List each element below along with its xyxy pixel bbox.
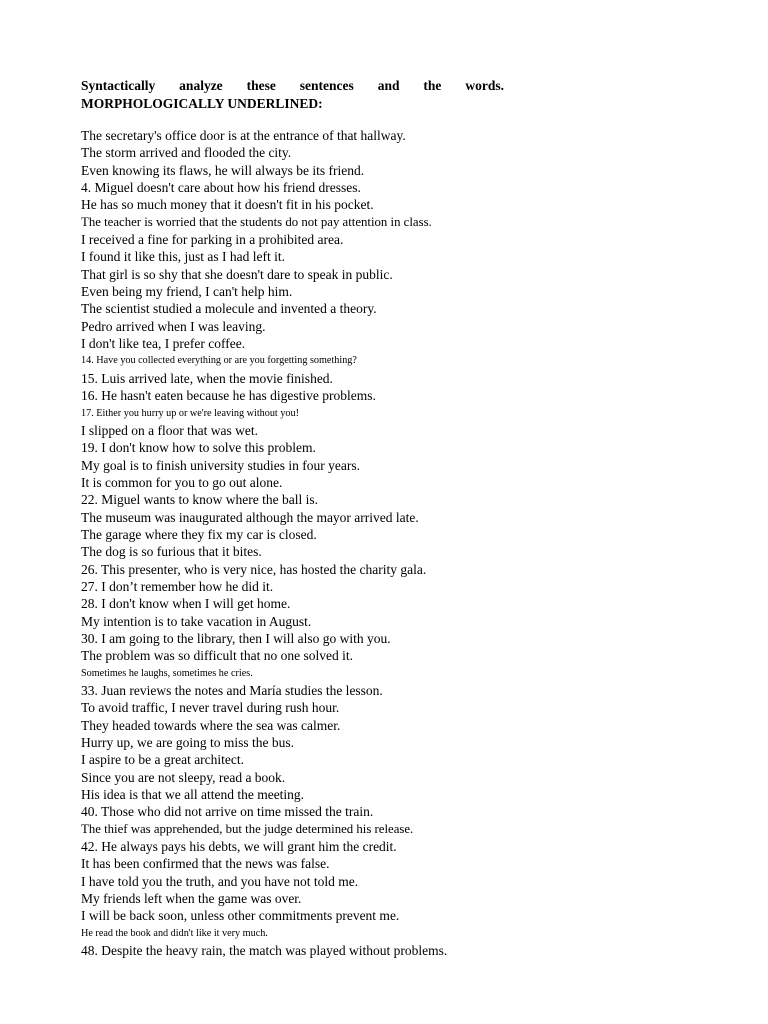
sentence-line: I slipped on a floor that was wet.	[81, 422, 258, 438]
sentence-line: Hurry up, we are going to miss the bus.	[81, 735, 294, 751]
sentence-line: The scientist studied a molecule and invented a theory.	[81, 301, 377, 317]
sentence-line: I received a fine for parking in a prohibited area.	[81, 232, 344, 248]
sentence-line: 26. This presenter, who is very nice, has hosted the charity gala.	[81, 561, 427, 577]
worksheet-title: Syntactically analyze these sentences and the words.	[81, 78, 504, 93]
sentence-line: The dog is so furious that it bites.	[81, 544, 262, 560]
sentence-line: 30. I am going to the library, then I will also go with you.	[81, 630, 391, 646]
sentence-line: The teacher is worried that the students do not pay attention in class.	[81, 214, 432, 229]
sentence-line: The secretary's office door is at the entrance of that hallway.	[81, 128, 406, 143]
sentence-line: 15. Luis arrived late, when the movie finished.	[81, 370, 333, 386]
sentence-line: It has been confirmed that the news was false.	[81, 856, 330, 872]
sentence-line: The garage where they fix my car is closed.	[81, 526, 317, 542]
sentence-line: Pedro arrived when I was leaving.	[81, 318, 266, 334]
sentence-line: 42. He always pays his debts, we will grant him the credit.	[81, 839, 397, 855]
sentence-line: 27. I don’t remember how he did it.	[81, 578, 274, 594]
sentence-line: 14. Have you collected everything or are you forgetting something?	[81, 355, 357, 367]
sentence-line: He read the book and didn't like it very much.	[81, 927, 268, 939]
sentence-line: 16. He hasn't eaten because he has digestive problems.	[81, 388, 376, 404]
sentence-line: 28. I don't know when I will get home.	[81, 596, 291, 612]
sentence-line: I have told you the truth, and you have not told me.	[81, 873, 359, 889]
sentence-line: The storm arrived and flooded the city.	[81, 145, 292, 161]
sentence-line: That girl is so shy that she doesn't dare to speak in public.	[81, 266, 393, 282]
sentence-line: 22. Miguel wants to know where the ball is.	[81, 492, 318, 508]
sentence-line: It is common for you to go out alone.	[81, 474, 283, 490]
sentence-line: My intention is to take vacation in August.	[81, 613, 312, 629]
sentence-line: 17. Either you hurry up or we're leaving without you!	[81, 407, 299, 419]
sentence-line: I don't like tea, I prefer coffee.	[81, 336, 246, 352]
sentence-line: They headed towards where the sea was calmer.	[81, 717, 341, 733]
sentence-line: Since you are not sleepy, read a book.	[81, 769, 286, 785]
sentence-line: The museum was inaugurated although the mayor arrived late.	[81, 509, 419, 525]
sentence-line: 4. Miguel doesn't care about how his friend dresses.	[81, 180, 361, 196]
sentence-line: His idea is that we all attend the meeting.	[81, 787, 305, 803]
sentence-line: I aspire to be a great architect.	[81, 752, 245, 768]
sentence-line: My friends left when the game was over.	[81, 891, 302, 907]
worksheet-subtitle: MORPHOLOGICALLY UNDERLINED:	[81, 96, 323, 111]
sentence-line: The problem was so difficult that no one solved it.	[81, 648, 353, 664]
sentence-line: I found it like this, just as I had left it.	[81, 249, 285, 265]
sentence-line: Even being my friend, I can't help him.	[81, 284, 293, 300]
sentence-line: My goal is to finish university studies in four years.	[81, 457, 360, 473]
sentence-line: I will be back soon, unless other commitments prevent me.	[81, 908, 400, 924]
sentence-line: Sometimes he laughs, sometimes he cries.	[81, 667, 253, 679]
sentence-line: To avoid traffic, I never travel during rush hour.	[81, 700, 340, 716]
sentence-line: 40. Those who did not arrive on time missed the train.	[81, 804, 374, 820]
sentence-line: 19. I don't know how to solve this problem.	[81, 440, 316, 456]
sentence-line: Even knowing its flaws, he will always be its friend.	[81, 162, 365, 178]
sentence-list	[81, 127, 551, 960]
sentence-line: The thief was apprehended, but the judge determined his release.	[81, 821, 414, 836]
sentence-line: He has so much money that it doesn't fit in his pocket.	[81, 197, 374, 213]
sentence-line: 48. Despite the heavy rain, the match was played without problems.	[81, 943, 448, 959]
sentence-line: 33. Juan reviews the notes and María studies the lesson.	[81, 683, 383, 698]
